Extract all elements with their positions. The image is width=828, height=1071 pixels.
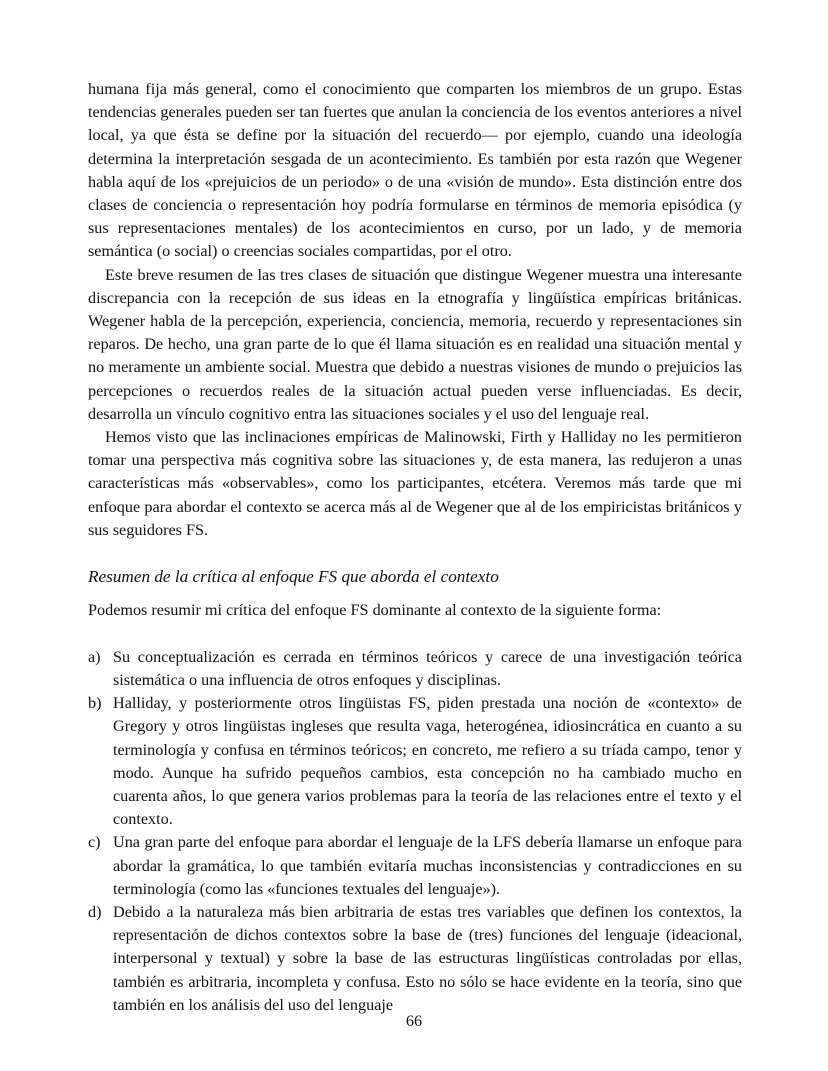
list-item-marker: b) — [88, 694, 102, 713]
list-item-marker: c) — [88, 833, 101, 852]
paragraph-1: humana fija más general, como el conocimiento que comparten los miembros de un grupo. Estas tendencias generales pueden ser tan fuertes que anulan la conciencia de los eventos anteriores a nivel local, ya que ésta se define por la situación del recuerdo— por ejemplo, cuando una ideología determina la interpretación sesgada de un acontecimiento. Es también por esta razón que Wegener habla aquí de los «prejuicios de un periodo» o de una «visión de mundo». Esta distinción entre dos clases de conciencia o representación hoy podría formularse en términos de memoria episódica (y sus representaciones mentales) de los acontecimientos en curso, por un lado, y de memoria semántica (o social) o creencias sociales compartidas, por el otro. — [88, 80, 742, 261]
intro-paragraph: Podemos resumir mi crítica del enfoque FS dominante al contexto de la siguiente forma: — [88, 601, 662, 620]
page-number: 66 — [405, 1012, 423, 1030]
list-item-text: Debido a la naturaleza más bien arbitraria de estas tres variables que definen los contextos, la representación de dichos contextos sobre la base de (tres) funciones del lenguaje (ideacional, interpersonal y textual) y sobre la base de las estructuras lingüísticas controladas por ellas, también es arbitraria, incompleta y confusa. Esto no sólo se hace evidente en la teoría, sino que también en los análisis del uso del lenguaje — [113, 903, 742, 1014]
page-text-column — [88, 78, 742, 1017]
list-item-text: Una gran parte del enfoque para abordar el lenguaje de la LFS debería llamarse un enfoque para abordar la gramática, lo que también evitaría muchas inconsistencias y contradicciones en su terminología (como las «funciones textuales del lenguaje»). — [113, 833, 742, 898]
section-heading: Resumen de la crítica al enfoque FS que aborda el contexto — [88, 567, 499, 587]
list-item-text: Halliday, y posteriormente otros lingüistas FS, piden prestada una noción de «contexto» de Gregory y otros lingüistas ingleses que resulta vaga, heterogénea, idiosincrática en cuanto a su terminología y confusa en términos teóricos; en concreto, me refiero a su tríada campo, tenor y modo. Aunque ha sufrido pequeños cambios, esta concepción no ha cambiado mucho en cuarenta años, lo que genera varios problemas para la teoría de las relaciones entre el texto y el contexto. — [113, 694, 742, 829]
list-spacer-above — [88, 623, 742, 646]
list-item — [88, 646, 742, 692]
list-item — [88, 831, 742, 901]
list-item — [88, 901, 742, 1017]
list-item-marker: a) — [88, 647, 101, 666]
paragraph-3: Hemos visto que las inclinaciones empíricas de Malinowski, Firth y Halliday no les permitieron tomar una perspectiva más cognitiva sobre las situaciones y, de esta manera, las redujeron a unas características más «observables», como los participantes, etcétera. Veremos más tarde que mi enfoque para abordar el contexto se acerca más al de Wegener que al de los empiricistas británicos y sus seguidores FS. — [88, 428, 742, 539]
heading-spacer-above — [88, 542, 742, 565]
paragraph-2: Este breve resumen de las tres clases de situación que distingue Wegener muestra una interesante discrepancia con la recepción de sus ideas en la etnografía y lingüística empíricas británicas. Wegener habla de la percepción, experiencia, conciencia, memoria, recuerdo y representaciones sin reparos. De hecho, una gran parte de lo que él llama situación es en realidad una situación mental y no meramente un ambiente social. Muestra que debido a nuestras visiones de mundo o prejuicios las percepciones o recuerdos reales de la situación actual pueden verse influenciadas. Es decir, desarrolla un vínculo cognitivo entra las situaciones sociales y el uso del lenguaje real. — [88, 265, 742, 423]
list-item — [88, 692, 742, 831]
list-item-text: Su conceptualización es cerrada en términos teóricos y carece de una investigación teórica sistemática o una influencia de otros enfoques y disciplinas. — [113, 647, 742, 690]
lettered-list — [88, 646, 742, 1017]
list-item-marker: d) — [88, 903, 102, 922]
heading-spacer-below — [88, 588, 742, 599]
